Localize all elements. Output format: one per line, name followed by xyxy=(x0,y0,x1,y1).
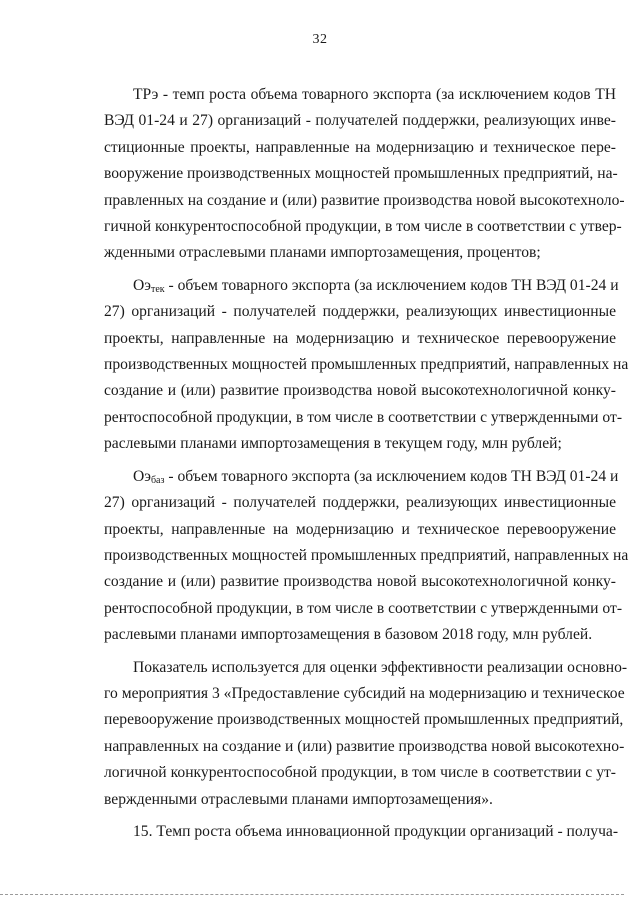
paragraph-indicator-usage xyxy=(104,655,628,813)
text-line: гичной конкурентоспособной продукции, в том числе в соответствии с утвер- xyxy=(104,218,622,236)
text-line: стиционные проекты, направленные на модернизацию и техническое пере- xyxy=(104,138,616,156)
text-line: ВЭД 01-24 и 27) организаций - получателей поддержки, реализующих инве- xyxy=(104,112,616,130)
text-line: рентоспособной продукции, в том числе в соответствии с утвержденными от- xyxy=(104,408,623,426)
symbol-subscript-tek: тек xyxy=(150,283,165,295)
text-line xyxy=(104,464,619,490)
symbol-oe: Оэ xyxy=(133,276,151,294)
document-body xyxy=(104,82,629,845)
symbol-oe: Оэ xyxy=(133,467,151,485)
text-line: раслевыми планами импортозамещения в базовом 2018 году, млн рублей. xyxy=(104,626,593,644)
text-line: вооружение производственных мощностей промышленных предприятий, на- xyxy=(104,165,618,183)
text-line: рентоспособной продукции, в том числе в соответствии с утвержденными от- xyxy=(104,599,623,617)
text-line: жденными отраслевыми планами импортозамещения, процентов; xyxy=(104,244,541,262)
paragraph-oe-tek xyxy=(104,273,629,458)
text-line: создание и (или) развитие производства новой высокотехнологичной конку- xyxy=(104,573,616,591)
text-line: проекты, направленные на модернизацию и техническое перевооружение xyxy=(104,520,616,538)
text-line: вержденными отраслевыми планами импортозамещения». xyxy=(104,790,493,808)
text-line: 27) организаций - получателей поддержки, реализующих инвестиционные xyxy=(104,494,616,512)
paragraph-tre xyxy=(104,82,625,267)
paragraph-item-15 xyxy=(104,819,619,845)
text-line: направленных на создание и (или) развитие производства новой высокотехно- xyxy=(104,737,625,755)
text-line-rest: - объем товарного экспорта (за исключением кодов ТН ВЭД 01-24 и xyxy=(164,276,619,294)
text-line-rest: - объем товарного экспорта (за исключением кодов ТН ВЭД 01-24 и xyxy=(164,467,619,485)
text-line: проекты, направленные на модернизацию и техническое перевооружение xyxy=(104,329,616,347)
text-line: логичной конкурентоспособной продукции, в том числе в соответствии с ут- xyxy=(104,764,616,782)
symbol-subscript-baz: баз xyxy=(150,474,165,486)
text-line: 15. Темп роста объема инновационной продукции организаций - получа- xyxy=(133,822,619,840)
page-number: 32 xyxy=(312,32,328,47)
text-line: го мероприятия 3 «Предоставление субсидий на модернизацию и техническое xyxy=(104,684,625,702)
text-line xyxy=(104,273,619,299)
text-line: ТРэ - темп роста объема товарного экспорта (за исключением кодов ТН xyxy=(133,86,616,103)
paragraph-oe-baz xyxy=(104,464,629,649)
text-line: производственных мощностей промышленных предприятий, направленных на xyxy=(104,546,629,564)
text-line: правленных на создание и (или) развитие производства новой высокотехноло- xyxy=(104,191,625,209)
text-line: перевооружение производственных мощностей промышленных предприятий, xyxy=(104,711,624,729)
text-line: 27) организаций - получателей поддержки, реализующих инвестиционные xyxy=(104,303,616,321)
text-line: создание и (или) развитие производства новой высокотехнологичной конку- xyxy=(104,382,616,400)
text-line: раслевыми планами импортозамещения в текущем году, млн рублей; xyxy=(104,435,562,453)
text-line: производственных мощностей промышленных предприятий, направленных на xyxy=(104,356,629,374)
page-footer-rule xyxy=(0,894,624,895)
text-line: Показатель используется для оценки эффективности реализации основно- xyxy=(133,658,628,676)
